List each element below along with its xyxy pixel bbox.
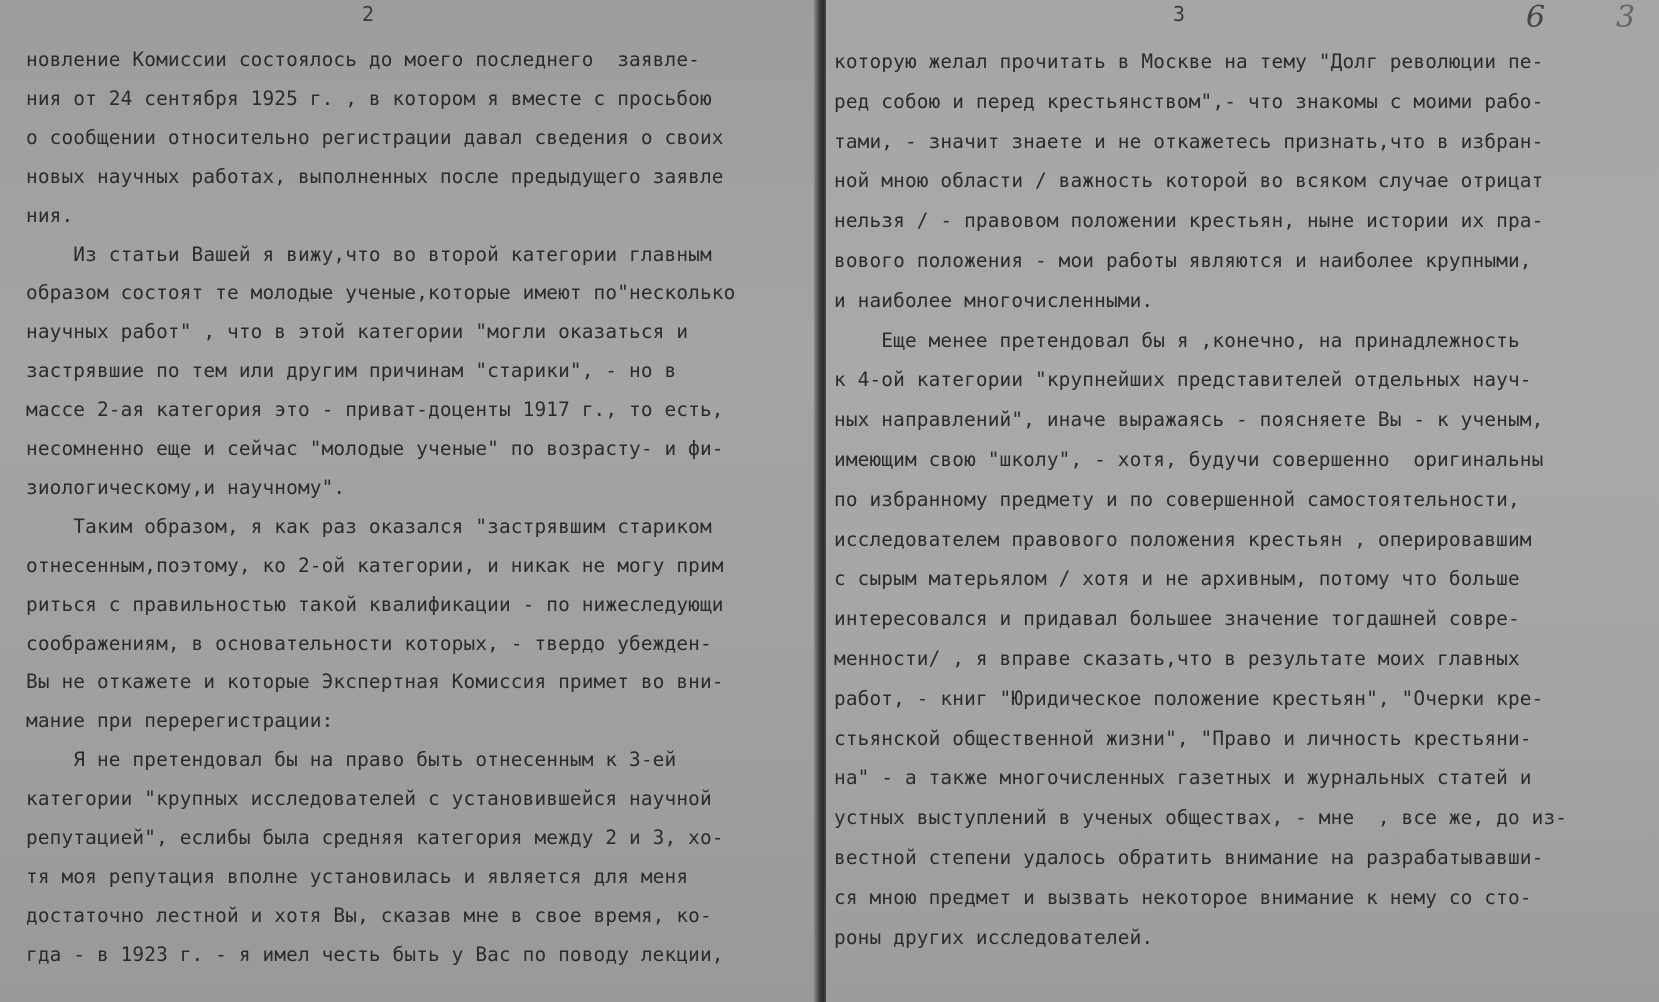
text-line: которую желал прочитать в Москве на тему "Долг революции пе- — [834, 50, 1544, 73]
text-line: массе 2-ая категория это - приват-доценты 1917 г., то есть, — [26, 398, 724, 422]
text-line: образом состоят те молодые ученые,которые имеют по"несколько — [26, 281, 736, 305]
text-line: Еще менее претендовал бы я ,конечно, на принадлежность — [834, 328, 1520, 352]
text-line: ред собою и перед крестьянством",- что знакомы с моими рабо- — [834, 89, 1544, 113]
text-line: с сырым матерьялом / хотя и не архивным, потому что больше — [834, 567, 1520, 591]
text-line: работ, - книг "Юридическое положение крестьян", "Очерки кре- — [834, 686, 1544, 710]
text-line: ния от 24 сентября 1925 г. , в котором я вместе с просьбою — [26, 86, 712, 110]
text-line: репутацией", еслибы была средняя категория между 2 и 3, хо- — [26, 826, 724, 849]
left-page — [0, 0, 818, 1002]
text-line: риться с правильностью такой квалификации - по нижеследующи — [26, 592, 724, 616]
right-page-number: 3 — [1173, 2, 1186, 26]
text-line: и наиболее многочисленными. — [834, 288, 1154, 312]
text-line: ся мною предмет и вызвать некоторое внимание к нему со сто- — [834, 885, 1532, 909]
text-line: на" - а также многочисленных газетных и журнальных статей и — [834, 766, 1532, 790]
text-line: к 4-ой категории "крупнейших представителей отдельных науч- — [834, 368, 1532, 392]
text-line: научных работ" , что в этой категории "могли оказаться и — [26, 320, 689, 344]
text-line: нельзя / - правовом положении крестьян, ныне истории их пра- — [834, 209, 1544, 233]
text-line: тами, - значит знаете и не откажетесь признать,что в избран- — [834, 129, 1544, 153]
text-line: зиологическому,и научному". — [26, 475, 346, 499]
text-line: ния. — [26, 203, 74, 227]
text-line: Таким образом, я как раз оказался "застрявшим стариком — [26, 514, 712, 538]
text-line: о сообщении относительно регистрации давал сведения о своих — [26, 125, 724, 149]
left-page-number: 2 — [362, 2, 375, 26]
text-line: интересовался и придавал большее значение тогдашней совре- — [834, 607, 1520, 631]
text-line: застрявшие по тем или другим причинам "старики", - но в — [26, 359, 677, 383]
text-line: стьянской общественной жизни", "Право и личность крестьяни- — [834, 726, 1532, 750]
text-line: категории "крупных исследователей с установившейся научной — [26, 787, 712, 811]
text-line: тя моя репутация вполне установилась и является для меня — [26, 864, 689, 888]
handwritten-folio-number: 6 — [1526, 0, 1546, 35]
text-line: несомненно еще и сейчас "молодые ученые" по возрасту- и фи- — [26, 437, 724, 460]
corner-mark: 3 — [1616, 0, 1636, 35]
right-page — [826, 0, 1659, 1002]
text-line: Из статьи Вашей я вижу,что во второй категории главным — [26, 242, 712, 266]
text-line: мание при перерегистрации: — [26, 709, 334, 733]
text-line: устных выступлений в ученых обществах, - мне , все же, до из- — [834, 806, 1568, 830]
text-line: по избранному предмету и по совершенной самостоятельности, — [834, 487, 1520, 511]
text-line: вового положения - мои работы являются и наиболее крупными, — [834, 249, 1532, 272]
text-line: менности/ , я вправе сказать,что в результате моих главных — [834, 647, 1520, 670]
text-line: роны других исследователей. — [834, 925, 1154, 949]
text-line: новление Комиссии состоялось до моего последнего заявле- — [26, 48, 700, 71]
text-line: Я не претендовал бы на право быть отнесенным к 3-ей — [26, 748, 677, 772]
text-line: гда - в 1923 г. - я имел честь быть у Вас по поводу лекции, — [26, 942, 724, 966]
text-line: имеющим свою "школу", - хотя, будучи совершенно оригинальны — [834, 448, 1544, 471]
text-line: исследователем правового положения крестьян , оперировавшим — [834, 527, 1532, 551]
text-line: достаточно лестной и хотя Вы, сказав мне в свое время, ко- — [26, 903, 712, 927]
text-line: ных направлений", иначе выражаясь - поясняете Вы - к ученым, — [834, 408, 1544, 432]
text-line: соображениям, в основательности которых, - твердо убежден- — [26, 631, 712, 655]
text-line: новых научных работах, выполненных после предыдущего заявле — [26, 164, 724, 188]
text-line: отнесенным,поэтому, ко 2-ой категории, и никак не могу прим — [26, 553, 724, 577]
text-line: вестной степени удалось обратить внимание на разрабатывавши- — [834, 846, 1544, 869]
text-line: Вы не откажете и которые Экспертная Комиссия примет во вни- — [26, 670, 724, 694]
text-line: ной мною области / важность которой во всяком случае отрицат — [834, 169, 1544, 193]
